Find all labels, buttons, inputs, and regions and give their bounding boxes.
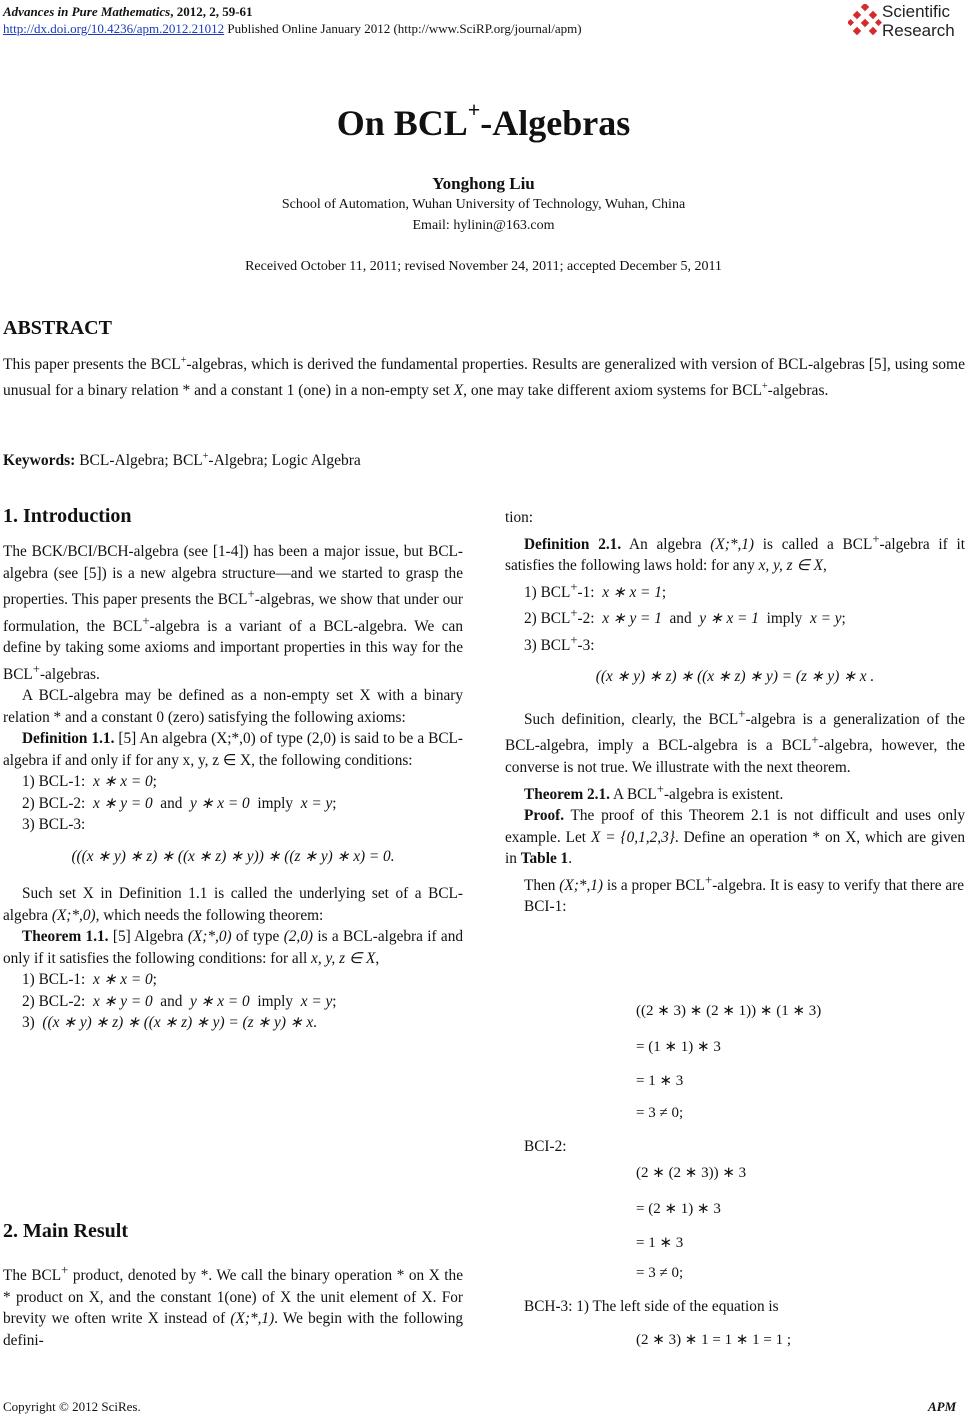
text: -algebras. (39, 665, 100, 683)
math-inline: x = y (300, 794, 333, 812)
received-dates: Received October 11, 2011; revised November 24, 2011; accepted December 5, 2011 (245, 259, 722, 274)
math-inline: x ∗ x = 0 (92, 773, 153, 791)
left-paragraph-3 (3, 883, 463, 926)
abstract-part: -algebras. (767, 382, 829, 400)
text: [5] An algebra (114, 730, 212, 748)
text: is called a BCL (754, 535, 873, 553)
text: Then (524, 876, 560, 894)
text: and (160, 992, 183, 1010)
journal-abbrev-footer: APM (928, 1399, 957, 1414)
bci-1-eq-line-3: = 1 ∗ 3 (636, 1073, 684, 1089)
scirp-logo-icon (848, 4, 882, 38)
math-inline: x, y, z ∈ X (182, 751, 252, 769)
text: The BCK/BCI/BCH-algebra (see [1-4]) has been a major issue, but BCL-algebra (see [5]) is a new algebra structure—and we started to grasp the properties. This paper presents the BCL (3, 543, 463, 609)
text: 3) BCL (524, 636, 571, 654)
math-inline: (X;*,1) (230, 1310, 275, 1328)
text: imply (766, 610, 803, 628)
math-inline: x ∗ x = 1 (602, 583, 662, 601)
text: imply (257, 992, 294, 1010)
theorem-label: Theorem 1.1. (22, 928, 109, 946)
bcl-1-line: 1) BCL-1: x ∗ x = 0; (22, 773, 157, 791)
abstract-part: , one may take different axiom systems for BCL (463, 382, 763, 400)
text: and (160, 794, 183, 812)
text: of type (231, 928, 284, 946)
math-inline: (X;*,0) (187, 928, 232, 946)
text: -algebras, we show that under our formulation, the BCL (3, 591, 463, 635)
text: -algebra if it satisfies the following laws hold: for any (505, 535, 965, 575)
right-column (505, 507, 965, 918)
section-2-heading: 2. Main Result (3, 1220, 128, 1242)
bci-2-eq-line-2: = (2 ∗ 1) ∗ 3 (636, 1201, 721, 1217)
copyright-footer: Copyright © 2012 SciRes. (3, 1399, 141, 1414)
text: A BCL (609, 785, 657, 803)
math-inline: y ∗ x = 1 (699, 610, 759, 628)
text: . Define an operation * on X, which are given in (505, 828, 965, 868)
math-inline: x, y, z ∈ X (311, 949, 376, 967)
text: The BCL (3, 1267, 62, 1285)
title-tail: -Algebras (480, 103, 631, 143)
bci-2-label: BCI-2: (524, 1138, 567, 1155)
table-reference[interactable]: Table 1 (520, 850, 569, 868)
bci-1-eq-line-2: = (1 ∗ 1) ∗ 3 (636, 1039, 721, 1055)
theorem-label: Theorem 2.1. (524, 785, 610, 803)
keywords: Keywords: BCL-Algebra; BCL+-Algebra; Logic Algebra (3, 451, 361, 470)
left-column (3, 541, 463, 1034)
logo-line-1: Scientific (882, 2, 951, 21)
text: 3) (22, 1014, 35, 1032)
bch-3-line: BCH-3: 1) The left side of the equation is (524, 1298, 779, 1315)
text: -algebra is existent. (663, 785, 784, 803)
text: 2) BCL (524, 610, 571, 628)
math-inline: y ∗ x = 0 (190, 992, 250, 1010)
text: is a BCL-algebra if and only if it satisfies the following conditions: for all (3, 928, 464, 967)
bcl-2-line: 2) BCL-2: x ∗ y = 0 and y ∗ x = 0 imply x = y; (22, 794, 337, 812)
thm-bcl-2-line: 2) BCL-2: x ∗ y = 0 and y ∗ x = 0 imply x = y; (22, 992, 337, 1010)
definition-label: Definition 1.1. (22, 730, 115, 748)
intro-paragraph-2: A BCL-algebra may be defined as a non-empty set X with a binary relation * and a constant 0 (zero) satisfying the following axioms: (3, 687, 463, 726)
text: Such set X in Definition 1.1 is called the underlying set of a BCL-algebra (3, 885, 463, 924)
text: 2) BCL-2: (22, 992, 86, 1010)
tion-fragment: tion: (505, 509, 534, 526)
bclplus-1-line: 1) BCL+-1: x ∗ x = 1; (524, 579, 667, 601)
text: and (669, 610, 692, 628)
text: Such definition, clearly, the BCL (524, 710, 739, 728)
text: -algebra, however, the converse is not true. We illustrate with the next theorem. (505, 737, 965, 777)
thm-bcl-1-line: 1) BCL-1: x ∗ x = 0; (22, 971, 157, 989)
text: An algebra (621, 535, 711, 553)
math-inline: x = y (300, 992, 333, 1010)
right-paragraph-1: Such definition, clearly, the BCL+-algebra is a generalization of the BCL-algebra, imply a BCL-algebra is a BCL+-algebra, however, the converse is not true. We illustrate with the next theorem. (505, 706, 965, 777)
text: -algebra is a variant of a BCL-algebra. We can define by taking some axioms and important properties in this way for the BCL (3, 617, 463, 683)
bcl-3-equation (3, 836, 463, 884)
text: imply (257, 794, 294, 812)
math-inline: (2,0) (283, 928, 313, 946)
bcl-3-line: 3) BCL-3: (22, 816, 86, 834)
abstract-part: This paper presents the BCL (3, 356, 181, 374)
bci-1-eq-line-1: ((2 ∗ 3) ∗ (2 ∗ 1)) ∗ (1 ∗ 3) (636, 1003, 822, 1019)
math-inline: (2,0) (306, 730, 337, 748)
author-name: Yonghong Liu (432, 174, 535, 193)
email: Email: hylinin@163.com (412, 218, 555, 233)
text: The proof of this Theorem 2.1 is not difficult and uses only example. Let (505, 807, 965, 846)
text: is a proper BCL (603, 876, 705, 894)
definition-label: Definition 2.1. (524, 535, 622, 553)
definition-2-1: Definition 2.1. An algebra (X;*,1) is called a BCL+-algebra if it satisfies the following laws hold: for any x, y, z ∈ X, (505, 531, 965, 575)
text: , the following conditions: (251, 751, 413, 769)
text: 1) BCL-1: (22, 773, 86, 791)
bci-2-eq-line-3: = 1 ∗ 3 (636, 1235, 684, 1251)
keywords-part: BCL-Algebra; BCL (75, 452, 203, 470)
bci-2-eq-line-4: = 3 ≠ 0; (636, 1265, 684, 1281)
text: is said to be a BCL-algebra if and only if for any (3, 730, 463, 769)
bclplus-3-equation (505, 656, 965, 704)
math-display: (((x ∗ y) ∗ z) ∗ ((x ∗ z) ∗ y)) ∗ ((z ∗ y) ∗ x) = 0. (71, 847, 395, 865)
doi-link[interactable]: http://dx.doi.org/10.4236/apm.2012.21012 (3, 21, 225, 36)
proof-paragraph: Proof. The proof of this Theorem 2.1 is not difficult and uses only example. Let X = {0,1,2,3}. Define an operation * on X, which are given in Table 1. (505, 807, 965, 868)
volume-info: , 2012, 2, 59-61 (170, 4, 253, 19)
text: 1) BCL (524, 583, 571, 601)
publication-info: Published Online January 2012 (http://www.SciRP.org/journal/apm) (224, 21, 582, 36)
paper-title (0, 88, 967, 145)
math-inline: (X;*,0) (51, 906, 96, 924)
math-inline: X = {0,1,2,3} (590, 828, 675, 846)
math-inline: y ∗ x = 0 (190, 794, 250, 812)
abstract-text: This paper presents the BCL+-algebras, which is derived the fundamental properties. Results are generalized with version of BCL-algebras [5], using some unusual for a binary relation * and a constant 1 (one) in a non-empty set X, one may take different axiom systems for BCL+-algebras. (3, 355, 965, 400)
bclplus-3-line: 3) BCL+-3: (524, 632, 595, 654)
main-result-paragraph: The BCL+ product, denoted by *. We call the binary operation * on X the * product on X, and the constant 1(one) of X the unit element of X. For brevity we often write X instead of (X;*,1). We begin with the following defini- (3, 1263, 464, 1349)
bci-1-label: BCI-1: (524, 898, 567, 916)
definition-1-1 (3, 728, 463, 771)
journal-citation (3, 3, 253, 20)
math-inline: (X;*,1) (559, 876, 604, 894)
affiliation: School of Automation, Wuhan University of Technology, Wuhan, China (281, 197, 686, 212)
math-inline: x, y, z ∈ X (758, 557, 823, 575)
text: [5] Algebra (108, 928, 188, 946)
math-inline: x ∗ y = 0 (92, 794, 153, 812)
text: -3: (577, 636, 595, 654)
proof-label: Proof. (524, 807, 565, 825)
math-display: ((x ∗ y) ∗ z) ∗ ((x ∗ z) ∗ y) = (z ∗ y) ∗ x . (595, 668, 875, 686)
keywords-part: -Algebra; Logic Algebra (208, 452, 361, 470)
abstract-part: -algebras, which is derived the fundamental properties. Results are generalized with version of BCL-algebras [5], using some unusual for a binary relation * and a constant 1 (one) in a non-empty set (3, 356, 965, 400)
theorem-1-1: Theorem 1.1. [5] Algebra (X;*,0) of type (2,0) is a BCL-algebra if and only if it satisfies the following conditions: for all x, y, z ∈ X, (3, 928, 464, 967)
theorem-2-1: Theorem 2.1. A BCL+-algebra is existent. (524, 781, 784, 803)
text: 2) BCL-2: (22, 794, 86, 812)
math-inline: ((x ∗ y) ∗ z) ∗ ((x ∗ z) ∗ y) = (z ∗ y) ∗ x (42, 1014, 314, 1032)
text: product, denoted by *. We call the binary operation * on X the * product on X, and the constant 1(one) of X the unit element of X. For brevity we often write X instead of (3, 1267, 464, 1328)
math-inline: (X;*,0) (211, 730, 256, 748)
bch-3-equation: (2 ∗ 3) ∗ 1 = 1 ∗ 1 = 1 ; (636, 1332, 792, 1348)
math-inline: x ∗ y = 0 (92, 992, 153, 1010)
text: of type (255, 730, 307, 748)
then-paragraph: Then (X;*,1) is a proper BCL+-algebra. It is easy to verify that there are (524, 872, 965, 894)
bclplus-2-line: 2) BCL+-2: x ∗ y = 1 and y ∗ x = 1 imply x = y; (524, 606, 846, 628)
title-main: On BCL (336, 103, 468, 143)
intro-paragraph-1: The BCK/BCI/BCH-algebra (see [1-4]) has been a major issue, but BCL-algebra (see [5]) is a new algebra structure—and we started to grasp the properties. This paper presents the BCL+-algebras, we show that under our formulation, the BCL+-algebra is a variant of a BCL-algebra. We can define by taking some axioms and important properties in this way for the BCL+-algebras. (3, 543, 463, 683)
text: , which needs the following theorem: (95, 906, 324, 924)
text: -algebra. It is easy to verify that there are (712, 876, 965, 894)
math-inline: (X;*,1) (710, 535, 755, 553)
publisher-logo (848, 2, 966, 42)
text: -algebra is a generalization of the BCL-algebra, imply a BCL-algebra is a BCL (505, 710, 965, 755)
doi-line (3, 20, 582, 37)
thm-bcl-3-line: 3) ((x ∗ y) ∗ z) ∗ ((x ∗ z) ∗ y) = (z ∗ y) ∗ x. (22, 1014, 317, 1032)
abstract-heading: ABSTRACT (3, 317, 112, 339)
logo-line-2: Research (882, 21, 955, 40)
bci-2-eq-line-1: (2 ∗ (2 ∗ 3)) ∗ 3 (636, 1165, 747, 1181)
text: 1) BCL-1: (22, 971, 86, 989)
journal-name: Advances in Pure Mathematics (3, 4, 171, 19)
text: -1: (577, 583, 595, 601)
title-sup: + (467, 97, 481, 122)
math-inline: x ∗ x = 0 (92, 971, 153, 989)
logo-text (882, 2, 955, 40)
text: . We begin with the following defini- (3, 1310, 463, 1349)
section-1-heading: 1. Introduction (3, 505, 132, 527)
left-column-bottom (3, 1260, 463, 1351)
text: -2: (577, 610, 595, 628)
math-inline: x ∗ y = 1 (602, 610, 662, 628)
bci-1-eq-line-4: = 3 ≠ 0; (636, 1105, 684, 1121)
math-inline: x = y (809, 610, 842, 628)
keywords-label: Keywords: (3, 452, 76, 470)
